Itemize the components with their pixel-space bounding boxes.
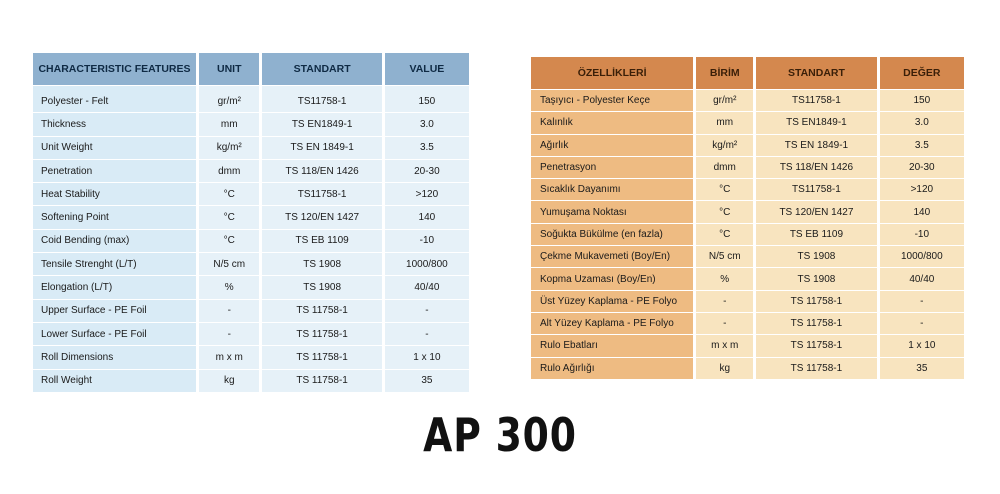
turkish-standart-cell: TS 11758-1 <box>756 357 879 379</box>
english-table-body <box>33 85 469 392</box>
english-value-cell: - <box>385 322 469 345</box>
english-table-row <box>33 345 469 368</box>
turkish-standart-cell: TS 11758-1 <box>756 334 879 356</box>
turkish-standart-cell: TS11758-1 <box>756 89 879 111</box>
english-standart-cell: TS 11758-1 <box>262 299 384 322</box>
turkish-table-row <box>531 223 964 245</box>
english-feature-cell: Tensile Strenght (L/T) <box>33 252 199 275</box>
english-table-row <box>33 322 469 345</box>
turkish-value-cell: -10 <box>880 223 964 245</box>
turkish-value-cell: 40/40 <box>880 267 964 289</box>
turkish-table-row <box>531 178 964 200</box>
turkish-standart-cell: TS EB 1109 <box>756 223 879 245</box>
turkish-feature-cell: Ağırlık <box>531 134 696 156</box>
english-standart-cell: TS EN1849-1 <box>262 112 384 135</box>
turkish-feature-cell: Kalınlık <box>531 111 696 133</box>
english-feature-cell: Softening Point <box>33 205 199 228</box>
english-standart-cell: TS 118/EN 1426 <box>262 159 384 182</box>
turkish-standart-cell: TS EN1849-1 <box>756 111 879 133</box>
turkish-value-cell: 1 x 10 <box>880 334 964 356</box>
english-unit-cell: % <box>199 275 262 298</box>
turkish-unit-cell: gr/m² <box>696 89 756 111</box>
english-feature-cell: Lower Surface - PE Foil <box>33 322 199 345</box>
turkish-standart-cell: TS 1908 <box>756 245 879 267</box>
english-value-cell: 3.5 <box>385 136 469 159</box>
turkish-feature-cell: Taşıyıcı - Polyester Keçe <box>531 89 696 111</box>
english-header-standart: STANDART <box>262 53 384 85</box>
english-unit-cell: mm <box>199 112 262 135</box>
english-table-row <box>33 159 469 182</box>
turkish-standart-cell: TS EN 1849-1 <box>756 134 879 156</box>
english-value-cell: - <box>385 299 469 322</box>
english-table-row <box>33 85 469 112</box>
english-standart-cell: TS EN 1849-1 <box>262 136 384 159</box>
english-table-row <box>33 112 469 135</box>
english-header-value: VALUE <box>385 53 469 85</box>
turkish-header-features: ÖZELLİKLERİ <box>531 57 696 89</box>
english-unit-cell: - <box>199 322 262 345</box>
english-unit-cell: kg/m² <box>199 136 262 159</box>
english-value-cell: 140 <box>385 205 469 228</box>
english-unit-cell: - <box>199 299 262 322</box>
turkish-unit-cell: N/5 cm <box>696 245 756 267</box>
turkish-table-row <box>531 357 964 379</box>
turkish-table-row <box>531 111 964 133</box>
turkish-table-row <box>531 200 964 222</box>
english-feature-cell: Coid Bending (max) <box>33 229 199 252</box>
turkish-value-cell: 150 <box>880 89 964 111</box>
turkish-feature-cell: Yumuşama Noktası <box>531 200 696 222</box>
english-feature-cell: Penetration <box>33 159 199 182</box>
turkish-header-row <box>531 57 964 89</box>
turkish-header-unit: BİRİM <box>696 57 756 89</box>
english-unit-cell: dmm <box>199 159 262 182</box>
turkish-feature-cell: Sıcaklık Dayanımı <box>531 178 696 200</box>
english-standart-cell: TS11758-1 <box>262 182 384 205</box>
turkish-table-row <box>531 334 964 356</box>
turkish-unit-cell: - <box>696 290 756 312</box>
turkish-table-row <box>531 134 964 156</box>
english-feature-cell: Elongation (L/T) <box>33 275 199 298</box>
turkish-unit-cell: kg <box>696 357 756 379</box>
turkish-feature-cell: Penetrasyon <box>531 156 696 178</box>
english-unit-cell: gr/m² <box>199 85 262 112</box>
turkish-unit-cell: °C <box>696 223 756 245</box>
english-standart-cell: TS11758-1 <box>262 85 384 112</box>
product-title: AP 300 <box>423 408 577 462</box>
turkish-value-cell: >120 <box>880 178 964 200</box>
turkish-standart-cell: TS 11758-1 <box>756 312 879 334</box>
turkish-table-row <box>531 290 964 312</box>
english-feature-cell: Thickness <box>33 112 199 135</box>
english-header-unit: UNIT <box>199 53 262 85</box>
english-value-cell: -10 <box>385 229 469 252</box>
english-unit-cell: kg <box>199 369 262 392</box>
english-standart-cell: TS 1908 <box>262 275 384 298</box>
english-unit-cell: °C <box>199 205 262 228</box>
turkish-standart-cell: TS 120/EN 1427 <box>756 200 879 222</box>
english-value-cell: 1 x 10 <box>385 345 469 368</box>
turkish-unit-cell: % <box>696 267 756 289</box>
turkish-value-cell: 3.0 <box>880 111 964 133</box>
turkish-value-cell: 1000/800 <box>880 245 964 267</box>
turkish-value-cell: 35 <box>880 357 964 379</box>
english-unit-cell: N/5 cm <box>199 252 262 275</box>
english-value-cell: 3.0 <box>385 112 469 135</box>
english-standart-cell: TS 11758-1 <box>262 322 384 345</box>
turkish-feature-cell: Çekme Mukavemeti (Boy/En) <box>531 245 696 267</box>
english-feature-cell: Heat Stability <box>33 182 199 205</box>
turkish-value-cell: - <box>880 312 964 334</box>
turkish-unit-cell: mm <box>696 111 756 133</box>
english-table-row <box>33 136 469 159</box>
turkish-header-standart: STANDART <box>756 57 879 89</box>
turkish-feature-cell: Soğukta Bükülme (en fazla) <box>531 223 696 245</box>
turkish-spec-table <box>531 57 964 379</box>
turkish-table-body <box>531 89 964 379</box>
english-standart-cell: TS 11758-1 <box>262 345 384 368</box>
english-feature-cell: Upper Surface - PE Foil <box>33 299 199 322</box>
turkish-value-cell: - <box>880 290 964 312</box>
english-table-row <box>33 299 469 322</box>
english-table-row <box>33 229 469 252</box>
english-feature-cell: Unit Weight <box>33 136 199 159</box>
turkish-unit-cell: m x m <box>696 334 756 356</box>
english-standart-cell: TS 1908 <box>262 252 384 275</box>
english-value-cell: >120 <box>385 182 469 205</box>
english-value-cell: 1000/800 <box>385 252 469 275</box>
turkish-standart-cell: TS11758-1 <box>756 178 879 200</box>
turkish-standart-cell: TS 1908 <box>756 267 879 289</box>
turkish-unit-cell: kg/m² <box>696 134 756 156</box>
english-table-row <box>33 369 469 392</box>
english-table-row <box>33 205 469 228</box>
english-table-row <box>33 275 469 298</box>
english-standart-cell: TS 120/EN 1427 <box>262 205 384 228</box>
english-table-row <box>33 252 469 275</box>
turkish-value-cell: 20-30 <box>880 156 964 178</box>
english-unit-cell: °C <box>199 182 262 205</box>
english-unit-cell: m x m <box>199 345 262 368</box>
english-table-row <box>33 182 469 205</box>
turkish-feature-cell: Rulo Ebatları <box>531 334 696 356</box>
english-spec-table <box>33 53 469 392</box>
turkish-feature-cell: Kopma Uzaması (Boy/En) <box>531 267 696 289</box>
english-header-features: CHARACTERISTIC FEATURES <box>33 53 199 85</box>
english-unit-cell: °C <box>199 229 262 252</box>
turkish-feature-cell: Üst Yüzey Kaplama - PE Folyo <box>531 290 696 312</box>
turkish-feature-cell: Rulo Ağırlığı <box>531 357 696 379</box>
english-value-cell: 35 <box>385 369 469 392</box>
turkish-value-cell: 140 <box>880 200 964 222</box>
turkish-table-row <box>531 267 964 289</box>
english-feature-cell: Roll Dimensions <box>33 345 199 368</box>
english-value-cell: 20-30 <box>385 159 469 182</box>
english-header-row <box>33 53 469 85</box>
turkish-standart-cell: TS 11758-1 <box>756 290 879 312</box>
turkish-standart-cell: TS 118/EN 1426 <box>756 156 879 178</box>
turkish-header-value: DEĞER <box>880 57 964 89</box>
turkish-table-row <box>531 245 964 267</box>
english-feature-cell: Polyester - Felt <box>33 85 199 112</box>
english-standart-cell: TS EB 1109 <box>262 229 384 252</box>
english-value-cell: 40/40 <box>385 275 469 298</box>
turkish-value-cell: 3.5 <box>880 134 964 156</box>
turkish-table-row <box>531 156 964 178</box>
turkish-unit-cell: - <box>696 312 756 334</box>
english-value-cell: 150 <box>385 85 469 112</box>
english-standart-cell: TS 11758-1 <box>262 369 384 392</box>
english-feature-cell: Roll Weight <box>33 369 199 392</box>
turkish-table-row <box>531 312 964 334</box>
turkish-unit-cell: °C <box>696 178 756 200</box>
turkish-feature-cell: Alt Yüzey Kaplama - PE Folyo <box>531 312 696 334</box>
turkish-unit-cell: dmm <box>696 156 756 178</box>
turkish-table-row <box>531 89 964 111</box>
turkish-unit-cell: °C <box>696 200 756 222</box>
